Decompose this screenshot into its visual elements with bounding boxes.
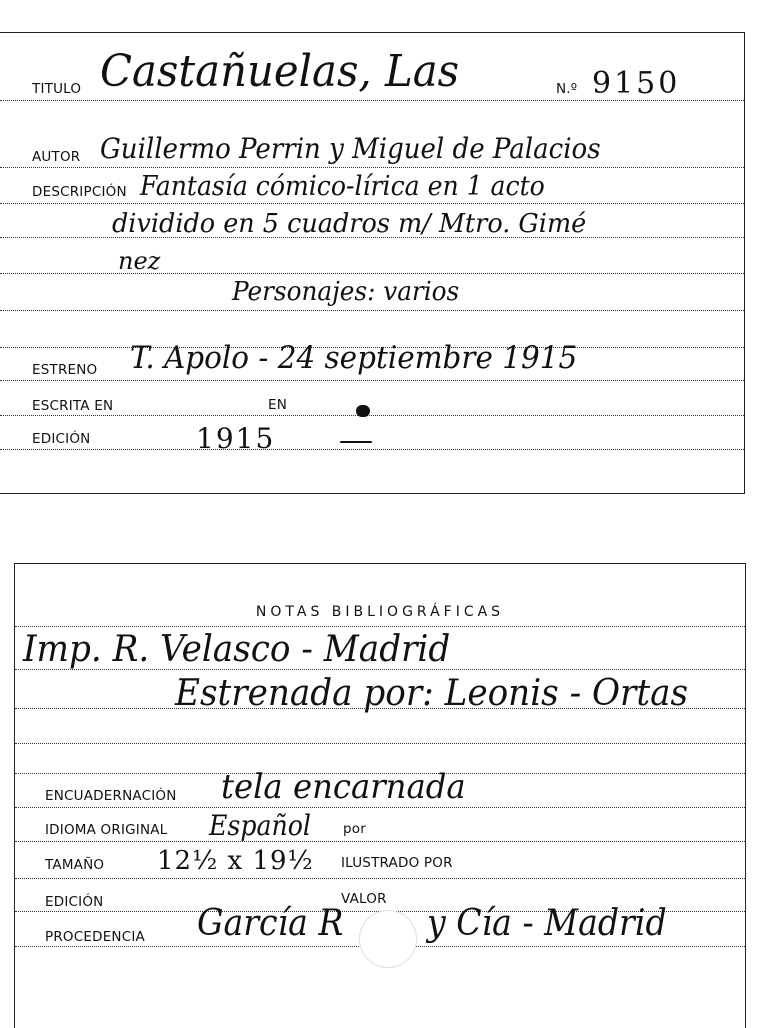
personajes-note: Personajes: varios: [232, 277, 460, 307]
procedencia-label: PROCEDENCIA: [45, 929, 145, 945]
ruled-line: [0, 273, 744, 274]
ruled-line: [15, 807, 745, 808]
catalog-card-bottom: [14, 563, 746, 1028]
punch-hole: [359, 910, 417, 968]
titulo-label: TITULO: [32, 81, 82, 97]
valor-label: VALOR: [341, 891, 387, 907]
notas-heading: NOTAS BIBLIOGRÁFICAS: [255, 604, 505, 620]
ilustrado-label: ILUSTRADO POR: [341, 855, 453, 871]
numero-value: 9150: [592, 66, 681, 101]
descripcion-line-1: Fantasía cómico-lírica en 1 acto: [140, 171, 545, 202]
autor-value: Guillermo Perrin y Miguel de Palacios: [100, 132, 601, 165]
nota-line-2: Estrenada por: Leonis - Ortas: [175, 673, 689, 714]
escrita-en-label: ESCRITA EN: [32, 398, 114, 414]
ruled-line: [15, 743, 745, 744]
ruled-line: [15, 841, 745, 842]
descripcion-line-3: nez: [118, 247, 161, 275]
numero-label: N.º: [556, 81, 578, 97]
ruled-line: [0, 203, 744, 204]
autor-label: AUTOR: [32, 149, 81, 165]
ruled-line: [0, 380, 744, 381]
procedencia-value-b: y Cía - Madrid: [427, 903, 667, 944]
edicion-value: 1915: [196, 422, 276, 455]
ruled-line: [0, 449, 744, 450]
ruled-line: [0, 310, 744, 311]
tamano-value: 12½ x 19½: [157, 846, 314, 876]
ruled-line: [15, 626, 745, 627]
ink-mark: [356, 405, 370, 417]
edicion-label-bottom: EDICIÓN: [45, 894, 104, 910]
encuadernacion-label: ENCUADERNACIÓN: [45, 788, 177, 804]
estreno-label: ESTRENO: [32, 362, 98, 378]
tamano-label: TAMAÑO: [45, 857, 105, 873]
por-label: por: [343, 821, 366, 837]
nota-line-1: Imp. R. Velasco - Madrid: [23, 629, 451, 670]
idioma-label: IDIOMA ORIGINAL: [45, 822, 168, 838]
idioma-value: Español: [209, 809, 311, 842]
catalog-card-top: [0, 32, 745, 494]
ruled-line: [15, 878, 745, 879]
titulo-value: Castañuelas, Las: [100, 46, 460, 97]
ruled-line: [0, 167, 744, 168]
encuadernacion-value: tela encarnada: [221, 767, 466, 807]
descripcion-label: DESCRIPCIÓN: [32, 184, 127, 200]
dash-mark: [340, 441, 372, 443]
descripcion-line-2: dividido en 5 cuadros m/ Mtro. Gimé: [112, 209, 587, 239]
estreno-value: T. Apolo - 24 septiembre 1915: [130, 340, 578, 376]
edicion-label: EDICIÓN: [32, 431, 91, 447]
ruled-line: [0, 415, 744, 416]
procedencia-value-a: García R: [197, 903, 344, 944]
en-label: EN: [268, 397, 288, 413]
